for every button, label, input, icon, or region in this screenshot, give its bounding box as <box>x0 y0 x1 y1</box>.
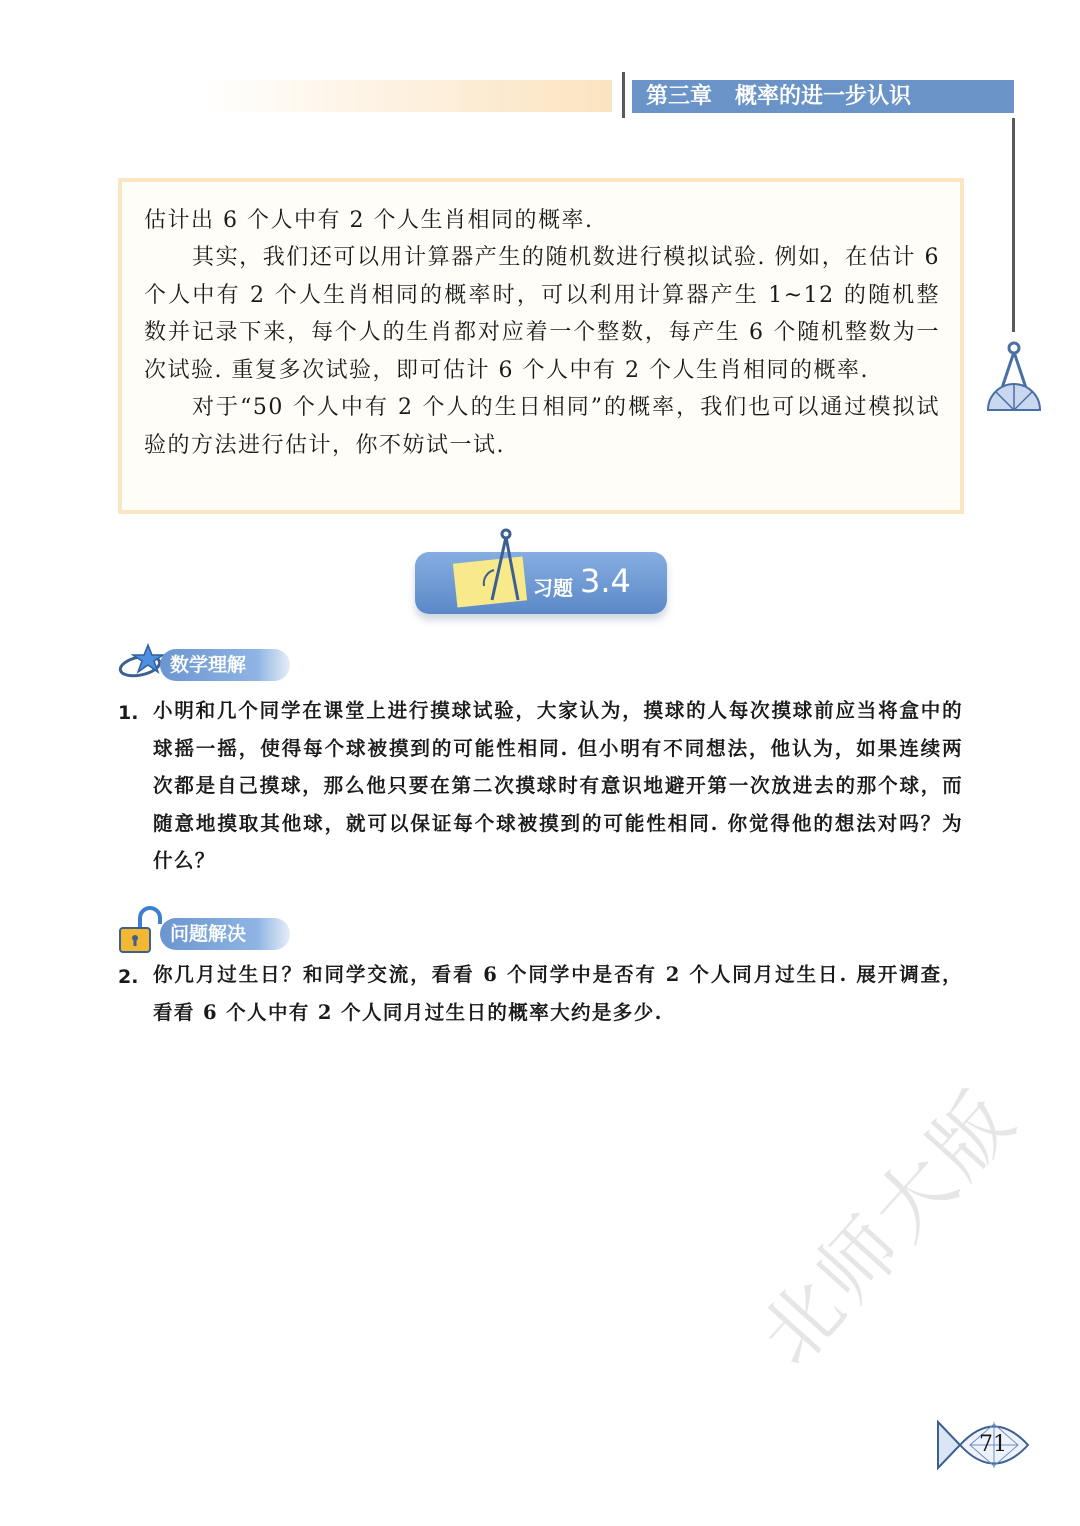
page-number: 71 <box>979 1432 1007 1457</box>
padlock-icon <box>118 906 164 954</box>
reading-paragraph: 对于“50 个人中有 2 个人的生日相同”的概率，我们也可以通过模拟试验的方法进行估计，你不妨试一试. <box>144 395 940 458</box>
exercise-number: 3.4 <box>580 562 631 600</box>
reading-paragraph: 估计出 6 个人中有 2 个人生肖相同的概率. <box>144 208 594 233</box>
reading-paragraph: 其实，我们还可以用计算器产生的随机数进行模拟试验. 例如，在估计 6 个人中有 2 个人生肖相同的概率时，可以利用计算器产生 1~12 的随机整数并记录下来，每个人的生肖都对应着一个整数，每产生 6 个随机整数为一次试验. 重复多次试验，即可估计 6 个人中有 2 个人生肖相同的概率. <box>144 245 940 383</box>
header-decoration <box>200 80 612 112</box>
publisher-watermark: 北师大版 <box>743 1072 1036 1383</box>
compass-icon <box>984 340 1044 416</box>
section-title-problem-solving: 问题解决 <box>160 918 290 950</box>
exercise-label: 习题 <box>533 576 573 600</box>
question-text: 你几月过生日？和同学交流，看看 6 个同学中是否有 2 个人同月过生日. 展开调查，看看 6 个人中有 2 个人同月过生日的概率大约是多少. <box>153 963 963 1024</box>
question-number: 2. <box>118 966 139 988</box>
question-text: 小明和几个同学在课堂上进行摸球试验，大家认为，摸球的人每次摸球前应当将盒中的球摇一摇，使得每个球被摸到的可能性相同. 但小明有不同想法，他认为，如果连续两次都是自己摸球，那么他只要在第二次摸球时有意识地避开第一次放进去的那个球，而随意地摸取其他球，就可以保证每个球被摸到的可能性相同. 你觉得他的想法对吗？为什么？ <box>153 699 963 872</box>
compass-icon <box>470 528 530 608</box>
margin-rule <box>1012 118 1015 332</box>
question-number: 1. <box>118 702 139 724</box>
chapter-title: 第三章 概率的进一步认识 <box>632 80 1014 113</box>
reading-box <box>118 178 964 514</box>
star-orbit-icon <box>118 642 166 684</box>
section-title-math-understanding: 数学理解 <box>160 649 290 681</box>
header-divider <box>622 72 625 118</box>
